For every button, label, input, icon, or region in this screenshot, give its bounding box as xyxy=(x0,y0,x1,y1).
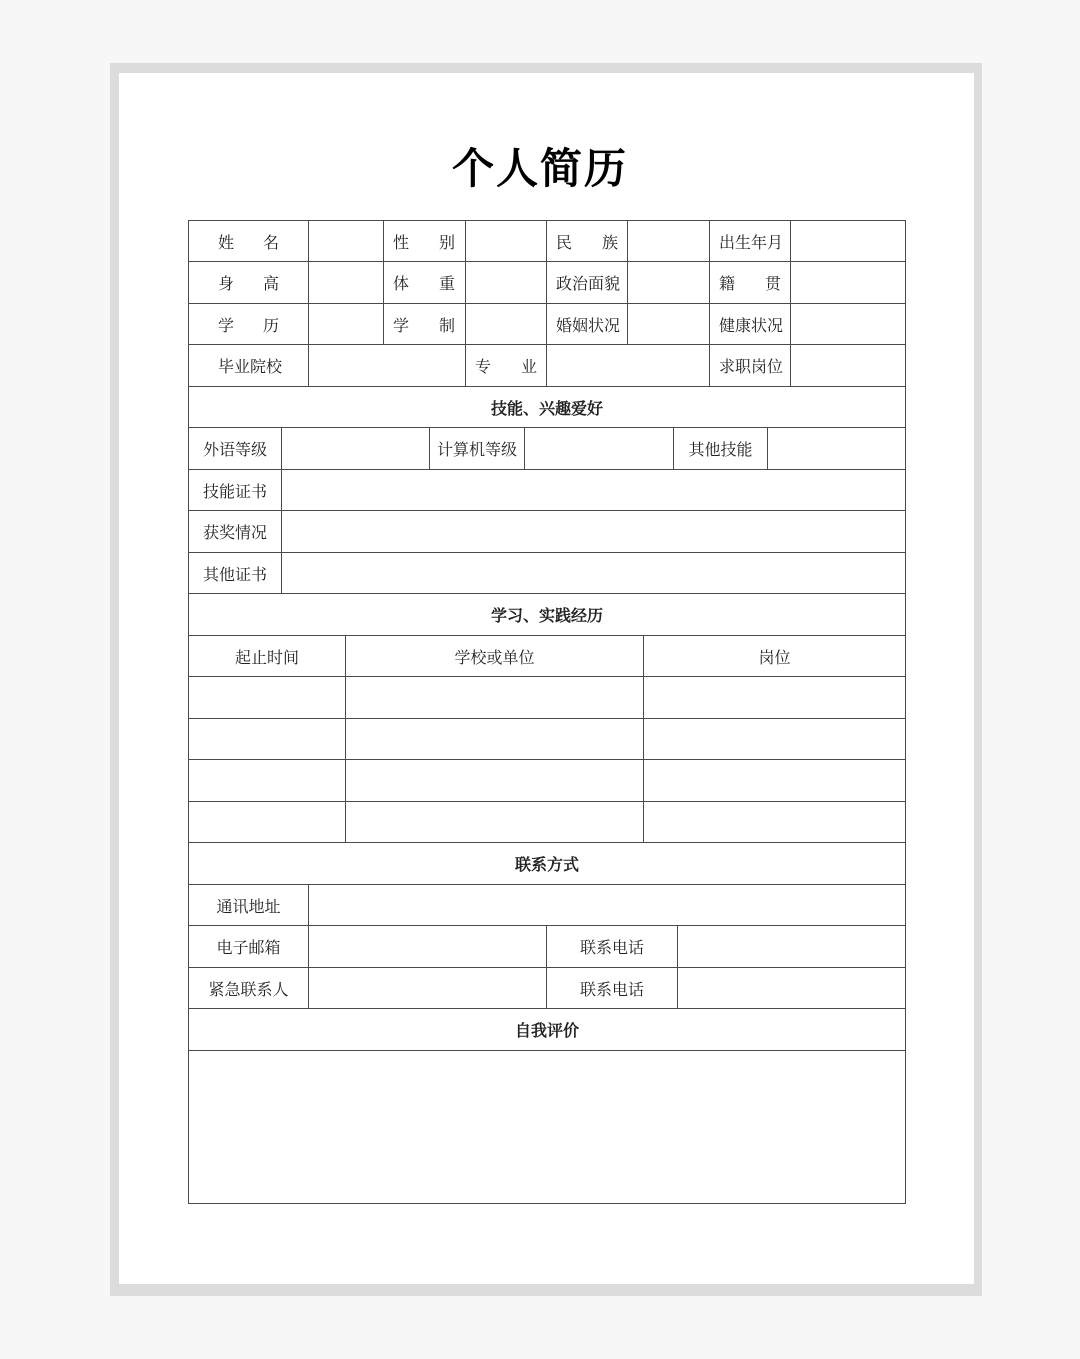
column-header-period: 起止时间 xyxy=(234,648,299,667)
row-line xyxy=(188,552,906,553)
label-education: 学 历 xyxy=(218,316,279,335)
label-system: 学 制 xyxy=(393,316,455,335)
section-header-contact: 联系方式 xyxy=(514,855,579,874)
row-line xyxy=(188,1050,906,1051)
row-line xyxy=(188,469,906,470)
column-header-role: 岗位 xyxy=(758,648,791,667)
page-title: 个人简历 xyxy=(451,144,628,193)
row-line xyxy=(188,718,906,719)
table-border-bottom xyxy=(188,1203,906,1204)
label-phone: 联系电话 xyxy=(579,938,644,957)
label-computer: 计算机等级 xyxy=(436,440,517,459)
label-certificates: 技能证书 xyxy=(202,482,267,501)
label-political: 政治面貌 xyxy=(556,274,621,293)
column-header-organization: 学校或单位 xyxy=(454,648,535,667)
section-header-experience: 学习、实践经历 xyxy=(490,606,603,625)
section-header-skills: 技能、兴趣爱好 xyxy=(490,399,603,418)
label-other-certs: 其他证书 xyxy=(202,565,267,584)
label-address: 通讯地址 xyxy=(216,897,281,916)
label-ethnicity: 民 族 xyxy=(556,233,618,252)
table-border-right xyxy=(905,220,906,1204)
label-position: 求职岗位 xyxy=(719,357,784,376)
label-email: 电子邮箱 xyxy=(216,938,281,957)
label-school: 毕业院校 xyxy=(218,357,283,376)
row-line xyxy=(188,801,906,802)
label-height: 身 高 xyxy=(218,274,279,293)
label-emergency-phone: 联系电话 xyxy=(579,980,644,999)
label-gender: 性 别 xyxy=(393,233,455,252)
row-line xyxy=(188,759,906,760)
label-birth: 出生年月 xyxy=(719,233,784,252)
label-name: 姓 名 xyxy=(218,233,279,252)
label-weight: 体 重 xyxy=(393,274,455,293)
label-language: 外语等级 xyxy=(202,440,267,459)
label-emergency-contact: 紧急联系人 xyxy=(208,980,289,999)
label-native: 籍 贯 xyxy=(719,274,781,293)
label-awards: 获奖情况 xyxy=(202,523,267,542)
label-other-skills: 其他技能 xyxy=(688,440,753,459)
label-major: 专 业 xyxy=(475,357,537,376)
label-marital: 婚姻状况 xyxy=(556,316,621,335)
label-health: 健康状况 xyxy=(719,316,784,335)
row-line xyxy=(188,510,906,511)
section-header-self-evaluation: 自我评价 xyxy=(514,1021,579,1040)
